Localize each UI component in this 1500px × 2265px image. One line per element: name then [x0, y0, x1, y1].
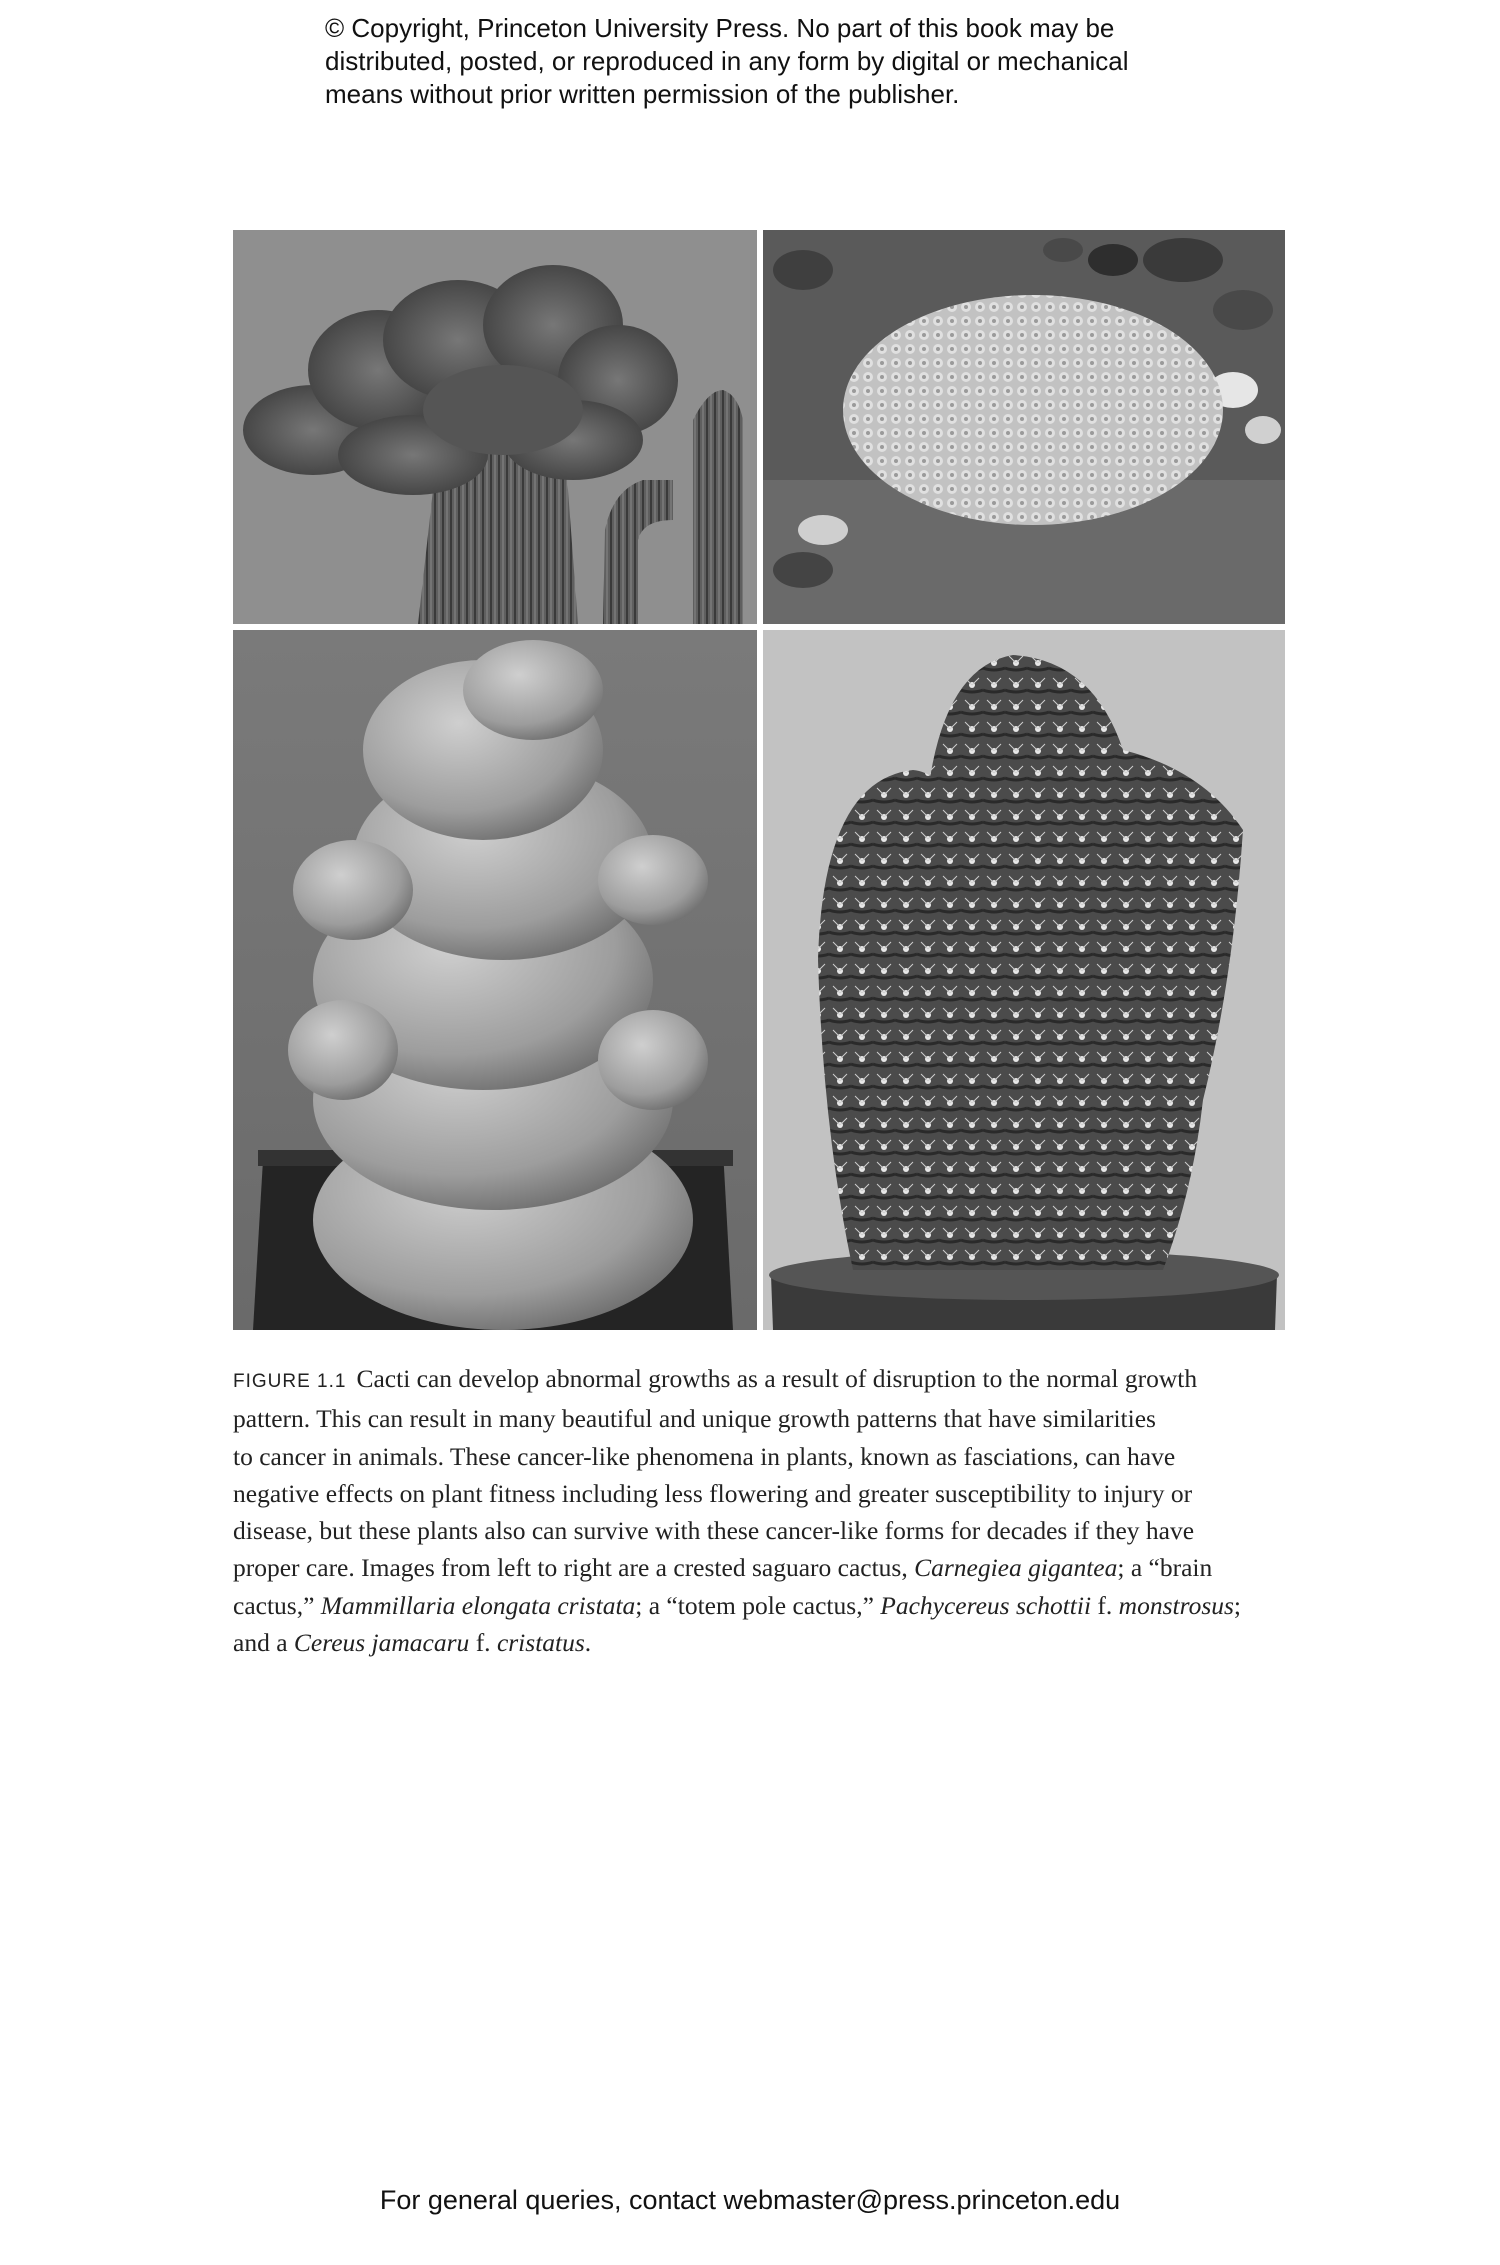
species-name: Cereus jamacaru [293, 1628, 470, 1658]
caption-line: to cancer in animals. These cancer-like phenomena in plants, known as fasciations, can have [233, 1441, 1176, 1471]
copyright-notice [325, 12, 1205, 111]
copyright-line: distributed, posted, or reproduced in any form by digital or mechanical [325, 46, 1129, 76]
species-name: Pachycereus schottii [880, 1590, 1092, 1620]
caption-line: negative effects on plant fitness including less flowering and greater susceptibility to injury or [233, 1478, 1193, 1508]
copyright-line: means without prior written permission of the publisher. [325, 79, 960, 109]
crested-saguaro-photo [233, 230, 757, 624]
totem-pole-cactus-photo [233, 630, 757, 1330]
crested-cereus-photo [763, 630, 1285, 1330]
caption-line: FIGURE 1.1 Cacti can develop abnormal growths as a result of disruption to the normal growth [233, 1364, 1198, 1393]
footer-contact: For general queries, contact webmaster@press.princeton.edu [379, 2185, 1121, 2215]
copyright-line: © Copyright, Princeton University Press. No part of this book may be [325, 13, 1115, 43]
figure-1-1 [233, 230, 1285, 1330]
species-form: cristatus [496, 1628, 585, 1658]
figure-label: FIGURE 1.1 [233, 1371, 347, 1392]
caption-line: disease, but these plants also can survive with these cancer-like forms for decades if they have [233, 1516, 1195, 1546]
species-name: Mammillaria elongata cristata [320, 1590, 636, 1620]
caption-line: cactus,” Mammillaria elongata cristata; a “totem pole cactus,” Pachycereus schottii f. monstrosus; [233, 1590, 1242, 1620]
caption-line: pattern. This can result in many beautiful and unique growth patterns that have similarities [233, 1404, 1156, 1434]
figure-caption [233, 1360, 1293, 1661]
caption-line: and a Cereus jamacaru f. cristatus. [233, 1628, 592, 1658]
species-form: monstrosus [1118, 1590, 1234, 1620]
brain-cactus-photo [763, 230, 1285, 624]
species-name: Carnegiea gigantea [914, 1553, 1118, 1583]
caption-line: proper care. Images from left to right are a crested saguaro cactus, Carnegiea gigantea; a “brain [233, 1553, 1213, 1583]
